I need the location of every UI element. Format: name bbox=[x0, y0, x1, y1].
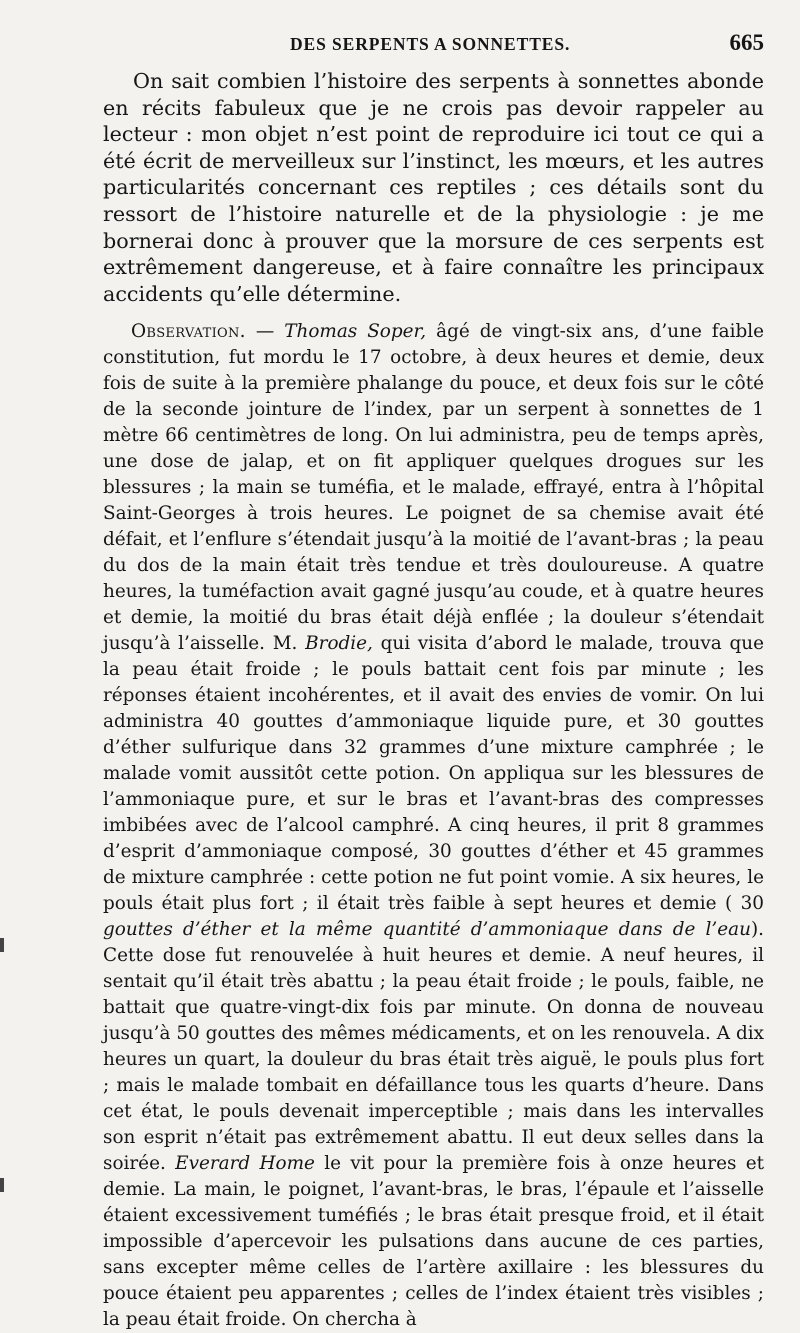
observation-text-4: le vit pour la première fois à onze heures et demie. La main, le poignet, l’avant-bras, le bras, l’épaule et l’aisselle étaient excessivement tuméfiés ; le bras était presque froid, et il était impossible d’apercevoir les pulsations dans aucune de ces parties, sans excepter même celles de l’artère axillaire : les blessures du pouce étaient peu apparentes ; celles de l’index étaient très visibles ; la peau était froide. On chercha à bbox=[103, 1153, 764, 1331]
page-header bbox=[103, 28, 764, 68]
observation-paragraph bbox=[103, 319, 764, 1333]
observation-text-1: âgé de vingt-six ans, d’une faible constitution, fut mordu le 17 octobre, à deux heures et demie, deux fois de suite à la première phalange du pouce, et deux fois sur le côté de la seconde jointure de l’index, par un serpent à sonnettes de 1 mètre 66 centimètres de long. On lui administra, peu de temps après, une dose de jalap, et on fit appliquer quelques drogues sur les blessures ; la main se tuméfia, et le malade, effrayé, entra à l’hôpital Saint-Georges à trois heures. Le poignet de sa chemise avait été défait, et l’enflure s’étendait jusqu’à la moitié de l’avant-bras ; la peau du dos de la main était très tendue et très douloureuse. A quatre heures, la tuméfaction avait gagné jusqu’au coude, et à quatre heures et demie, la moitié du bras était déjà enflée ; la douleur s’étendait jusqu’à l’aisselle. M. bbox=[103, 321, 764, 655]
page-edge-mark bbox=[0, 938, 4, 952]
observation-dash: — bbox=[245, 321, 285, 343]
running-title: DES SERPENTS A SONNETTES. bbox=[290, 34, 571, 54]
patient-name: Thomas Soper, bbox=[284, 321, 427, 343]
observation-text-2: qui visita d’abord le malade, trouva que la peau était froide ; le pouls battait cent fois par minute ; les réponses étaient incohérentes, et il avait des envies de vomir. On lui administra 40 gouttes d’ammoniaque liquide pure, et 30 gouttes d’éther sulfurique dans 32 grammes d’une mixture camphrée ; le malade vomit aussitôt cette potion. On appliqua sur les blessures de l’ammoniaque pure, et sur le bras et l’avant-bras des compresses imbibées avec de l’alcool camphré. A cinq heures, il prit 8 grammes d’esprit d’ammoniaque composé, 30 gouttes d’éther et 45 grammes de mixture camphrée : cette potion ne fut point vomie. A six heures, le pouls était plus fort ; il était très faible à sept heures et demie ( 30 bbox=[103, 633, 764, 915]
doctor-everard-home: Everard Home bbox=[175, 1153, 315, 1175]
page-edge-mark bbox=[0, 1178, 4, 1192]
doctor-brodie: Brodie, bbox=[305, 633, 373, 655]
observation-text-3: ). Cette dose fut renouvelée à huit heures et demie. A neuf heures, il sentait qu’il était très abattu ; la peau était froide ; le pouls, faible, ne battait que quatre-vingt-dix fois par minute. On donna de nouveau jusqu’à 50 gouttes des mêmes médicaments, et on les renouvela. A dix heures un quart, la douleur du bras était très aiguë, le pouls plus fort ; mais le malade tombait en défaillance tous les quarts d’heure. Dans cet état, le pouls devenait imperceptible ; mais dans les intervalles son esprit n’était pas extrêmement abattu. Il eut deux selles dans la soirée. bbox=[103, 919, 764, 1175]
observation-label: Observation. bbox=[131, 321, 246, 343]
intro-paragraph: On sait combien l’histoire des serpents à sonnettes abonde en récits fabuleux que je ne crois pas devoir rappeler au lecteur : mon objet n’est point de reproduire ici tout ce qui a été écrit de merveilleux sur l’instinct, les mœurs, et les autres particularités concernant ces reptiles ; ces détails sont du ressort de l’histoire naturelle et de la physiologie : je me bornerai donc à prouver que la morsure de ces serpents est extrêmement dangereuse, et à faire connaître les principaux accidents qu’elle détermine. bbox=[103, 69, 764, 306]
page-number: 665 bbox=[729, 30, 764, 55]
dose-italic: gouttes d’éther et la même quantité d’ammoniaque dans de l’eau bbox=[103, 919, 751, 941]
